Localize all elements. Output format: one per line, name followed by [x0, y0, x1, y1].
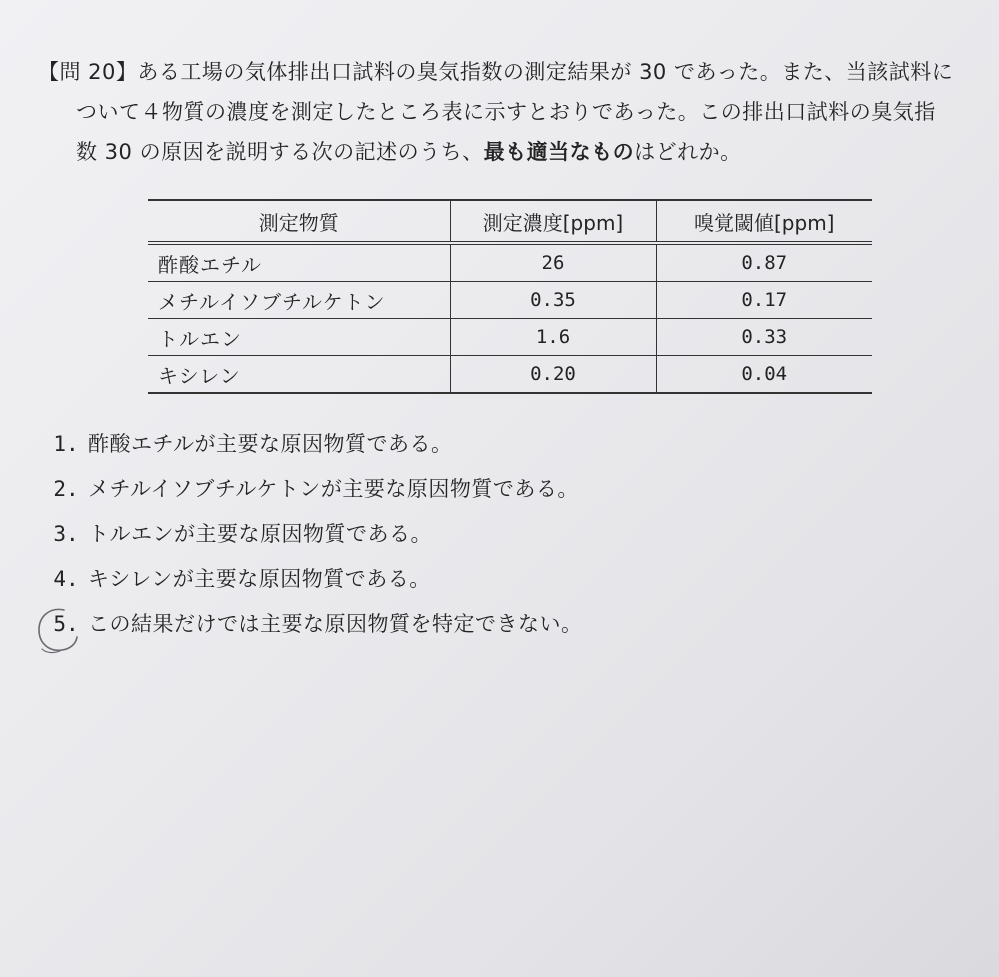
- question-line-2: ついて４物質の濃度を測定したところ表に示すとおりであった。この排出口試料の臭気指: [76, 100, 936, 124]
- cell-concentration: 0.35: [450, 282, 656, 319]
- option-number: 5.: [53, 612, 79, 636]
- cell-threshold: 0.04: [656, 356, 872, 394]
- table-row: [148, 356, 872, 394]
- cell-concentration: 26: [450, 243, 656, 282]
- cell-substance: メチルイソブチルケトン: [158, 289, 386, 314]
- answer-options: [44, 422, 583, 647]
- question-text: [38, 52, 988, 172]
- table-row: [148, 282, 872, 319]
- option-3[interactable]: [44, 512, 583, 557]
- question-line-3-suffix: はどれか。: [634, 140, 742, 164]
- substance-table: [148, 199, 872, 394]
- cell-threshold: 0.87: [656, 243, 872, 282]
- cell-threshold: 0.33: [656, 319, 872, 356]
- option-4[interactable]: [44, 557, 583, 602]
- question-line-3: [38, 132, 988, 172]
- option-1[interactable]: [44, 422, 583, 467]
- option-number: 4.: [53, 567, 79, 591]
- cell-concentration: 0.20: [450, 356, 656, 394]
- table-row: [148, 319, 872, 356]
- table-row: [148, 243, 872, 282]
- option-5[interactable]: [44, 602, 583, 647]
- question-emphasis: 最も適当なもの: [483, 140, 635, 164]
- option-text: メチルイソブチルケトンが主要な原因物質である。: [88, 477, 579, 501]
- cell-concentration: 1.6: [450, 319, 656, 356]
- header-substance: 測定物質: [258, 210, 339, 235]
- cell-substance: 酢酸エチル: [158, 252, 262, 277]
- header-concentration: 測定濃度[ppm]: [450, 200, 656, 243]
- option-2[interactable]: [44, 467, 583, 512]
- question-line-1: 【問 20】ある工場の気体排出口試料の臭気指数の測定結果が 30 であった。また、当該試料に: [38, 60, 954, 84]
- cell-substance: キシレン: [158, 363, 241, 388]
- pencil-circle-mark-icon: [34, 604, 84, 656]
- option-number: 1.: [53, 432, 79, 456]
- option-text: トルエンが主要な原因物質である。: [88, 522, 432, 546]
- option-text: この結果だけでは主要な原因物質を特定できない。: [88, 612, 583, 636]
- cell-substance: トルエン: [158, 326, 242, 351]
- table-header-row: [148, 200, 872, 243]
- cell-threshold: 0.17: [656, 282, 872, 319]
- option-number: 2.: [53, 477, 79, 501]
- option-text: キシレンが主要な原因物質である。: [88, 567, 431, 591]
- question-line-3-prefix: 数 30 の原因を説明する次の記述のうち、: [76, 140, 484, 164]
- option-number: 3.: [53, 522, 79, 546]
- header-threshold: 嗅覚閾値[ppm]: [656, 200, 872, 243]
- option-text: 酢酸エチルが主要な原因物質である。: [88, 432, 453, 456]
